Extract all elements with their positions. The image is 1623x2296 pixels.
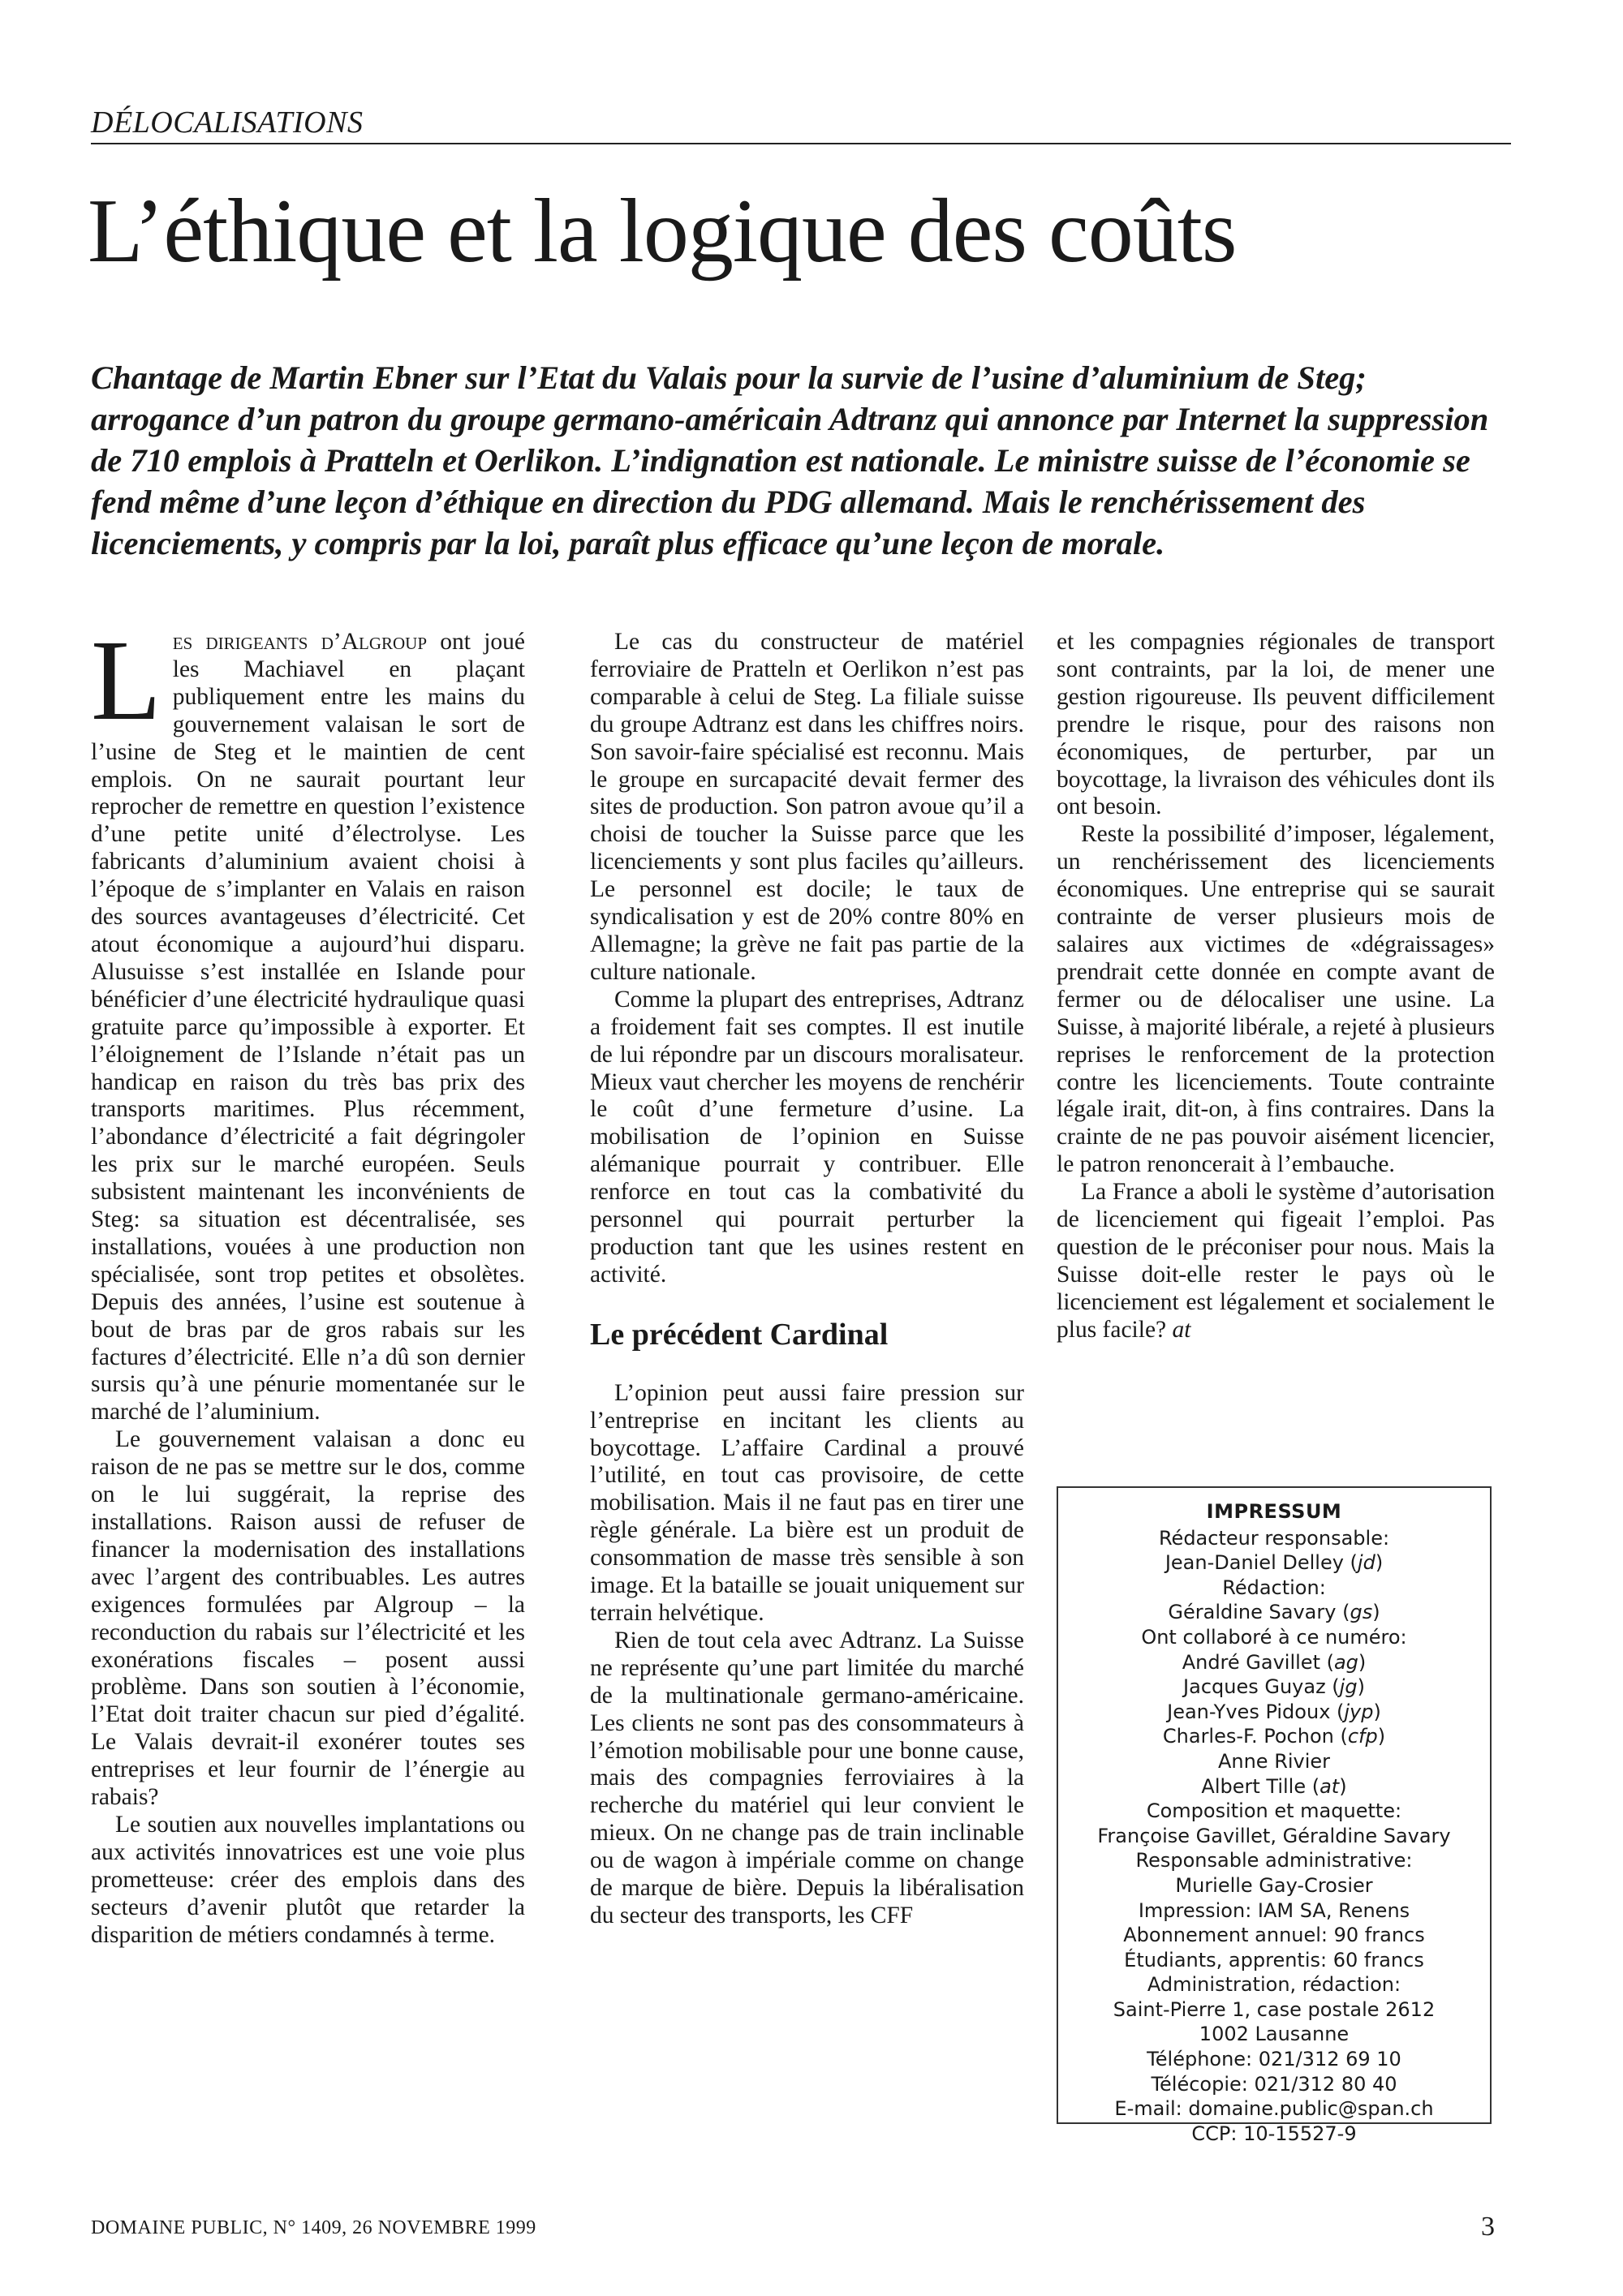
impressum-line-text: Françoise Gavillet, Géraldine Savary bbox=[1097, 1824, 1451, 1847]
paragraph: Le cas du constructeur de matériel ferroviaire de Pratteln et Oerlikon n’est pas comparable à celui de Steg. La filiale suisse du groupe Adtranz est dans les chiffres noirs. Son savoir-faire spécialisé est reconnu. Mais le groupe en surcapacité devait fermer des sites de production. Son patron avoue qu’il a choisi de toucher la Suisse parce que les licenciements y sont plus faciles qu’ailleurs. Le personnel est docile; le taux de syndicalisation y est de 20% contre 80% en Allemagne; la grève ne fait pas partie de la culture nationale. bbox=[590, 629, 1024, 985]
impressum-line-text: Composition et maquette: bbox=[1146, 1799, 1402, 1823]
impressum-line-text: Anne Rivier bbox=[1217, 1749, 1331, 1773]
contributor-initials: jyp bbox=[1344, 1700, 1374, 1723]
impressum-line bbox=[1058, 1526, 1490, 1551]
closing-paren: ) bbox=[1377, 1725, 1386, 1748]
article-headline: L’éthique et la logique des coûts bbox=[88, 181, 1237, 282]
impressum-line-text: 1002 Lausanne bbox=[1199, 2023, 1350, 2046]
column-2 bbox=[590, 629, 1024, 1930]
impressum-line bbox=[1058, 1972, 1490, 1997]
impressum-line-text: Responsable administrative: bbox=[1135, 1849, 1413, 1872]
impressum-line-text: Murielle Gay-Crosier bbox=[1175, 1873, 1373, 1897]
impressum-line bbox=[1058, 1675, 1490, 1700]
impressum-line bbox=[1058, 1650, 1490, 1675]
column-3 bbox=[1057, 629, 1495, 1344]
impressum-line bbox=[1058, 1824, 1490, 1849]
paragraph: et les compagnies régionales de transport sont contraints, par la loi, de mener une gestion rigoureuse. Ils peuvent difficilement prendre le risque, pour des raisons non économiques, de perturber, par un boycottage, la livraison des véhicules dont ils ont besoin. bbox=[1057, 629, 1495, 820]
closing-paren: ) bbox=[1373, 1700, 1381, 1723]
impressum-line-text: Téléphone: 021/312 69 10 bbox=[1147, 2048, 1401, 2071]
impressum-line bbox=[1058, 2047, 1490, 2072]
closing-paren: ) bbox=[1358, 1650, 1367, 1674]
impressum-line-text: Rédaction: bbox=[1222, 1576, 1326, 1599]
impressum-line bbox=[1058, 1600, 1490, 1625]
paragraph bbox=[1057, 1179, 1495, 1344]
column-1 bbox=[91, 616, 525, 1950]
impressum-line bbox=[1058, 1625, 1490, 1650]
paragraph: Comme la plupart des entreprises, Adtranz a froidement fait ses comptes. Il est inutile de lui répondre par un discours moralisateur. Mieux vaut chercher les moyens de renchérir le coût d’une fermeture d’usine. La mobilisation de l’opinion en Suisse alémanique pourrait y contribuer. Elle renforce en tout cas la combativité du personnel qui pourrait perturber la production tant que les usines restent en activité. bbox=[590, 986, 1024, 1288]
impressum-line bbox=[1058, 1848, 1490, 1873]
impressum-line bbox=[1058, 1997, 1490, 2023]
impressum-line-text: Jean-Yves Pidoux ( bbox=[1167, 1700, 1345, 1723]
impressum-line-text: Jean-Daniel Delley ( bbox=[1165, 1551, 1358, 1575]
impressum-line bbox=[1058, 2122, 1490, 2147]
contributor-initials: cfp bbox=[1347, 1725, 1378, 1748]
impressum-line-text: Étudiants, apprentis: 60 francs bbox=[1124, 1948, 1424, 1971]
impressum-line-text: Télécopie: 021/312 80 40 bbox=[1151, 2072, 1397, 2096]
impressum-line-text: André Gavillet ( bbox=[1182, 1650, 1334, 1674]
paragraph: L’opinion peut aussi faire pression sur l’entreprise en incitant les clients au boycottage. L’affaire Cardinal a prouvé l’utilité, en tout cas provisoire, de cette mobilisation. Mais il ne faut pas en tirer une règle générale. La bière est un produit de consommation de masse très sensible à son image. Et la bataille se jouait uniquement sur terrain helvétique. bbox=[590, 1379, 1024, 1626]
impressum-title: IMPRESSUM bbox=[1206, 1500, 1342, 1523]
closing-paren: ) bbox=[1339, 1774, 1347, 1798]
page-number: 3 bbox=[1481, 2212, 1495, 2242]
impressum-line-text: Impression: IAM SA, Renens bbox=[1138, 1898, 1410, 1922]
contributor-initials: ag bbox=[1333, 1650, 1358, 1674]
contributor-initials: gs bbox=[1350, 1601, 1373, 1624]
closing-paren: ) bbox=[1375, 1551, 1384, 1575]
impressum-line bbox=[1058, 1550, 1490, 1576]
section-rubric: DÉLOCALISATIONS bbox=[91, 104, 1511, 144]
author-initials: at bbox=[1172, 1316, 1191, 1343]
subheading: Le précédent Cardinal bbox=[590, 1317, 889, 1352]
impressum-line bbox=[1058, 1923, 1490, 1948]
impressum-line bbox=[1058, 2096, 1490, 2122]
lead-in-smallcaps: es dirigeants d’Algroup bbox=[172, 629, 428, 655]
impressum-line-text: Charles-F. Pochon ( bbox=[1162, 1725, 1348, 1748]
paragraph-text: La France a aboli le système d’autorisation de licenciement qui figeait l’emploi. Pas question de le préconiser pour nous. Mais la Suisse doit-elle rester le pays où le licenciement est légalement et socialement le plus facile? bbox=[1057, 1179, 1495, 1343]
paragraph: Reste la possibilité d’imposer, légalement, un renchérissement des licenciements économiques. Une entreprise qui se saurait contrainte de verser plusieurs mois de salaires aux victimes de «dégraissages» prendrait cette donnée en compte avant de fermer ou de délocaliser une usine. La Suisse, à majorité libérale, a rejeté à plusieurs reprises le renforcement de la protection contre les licenciements. Toute contrainte légale irait, dit-on, à fins contraires. Dans la crainte de ne pas pouvoir aisément licencier, le patron renoncerait à l’embauche. bbox=[1057, 821, 1495, 1178]
impressum-line bbox=[1058, 1749, 1490, 1774]
paragraph: Le soutien aux nouvelles implantations ou aux activités innovatrices est une voie plus prometteuse: créer des emplois dans des secteurs d’avenir plutôt que retarder la disparition de métiers condamnés à terme. bbox=[91, 1811, 525, 1948]
impressum-line-text: Abonnement annuel: 90 francs bbox=[1123, 1924, 1425, 1947]
article-lede: Chantage de Martin Ebner sur l’Etat du Valais pour la survie de l’usine d’aluminium de Steg; arrogance d’un patron du groupe germano-américain Adtranz qui annonce par Internet la suppression de 710 emplois à Pratteln et Oerlikon. L’indignation est nationale. Le ministre suisse de l’économie se fend même d’une leçon d’éthique en direction du PDG allemand. Mais le renchérissement des licenciements, y compris par la loi, paraît plus efficace qu’une leçon de morale. bbox=[91, 359, 1489, 561]
impressum-line-text: Ont collaboré à ce numéro: bbox=[1141, 1625, 1407, 1649]
impressum-line bbox=[1058, 1724, 1490, 1749]
impressum-line bbox=[1058, 1700, 1490, 1725]
closing-paren: ) bbox=[1357, 1675, 1365, 1699]
impressum-box bbox=[1057, 1486, 1492, 2145]
paragraph: Rien de tout cela avec Adtranz. La Suisse ne représente qu’une part limitée du marché de la multinationale germano-américaine. Les clients ne sont pas des consommateurs à l’émotion mobilisable pour une bonne cause, mais des compagnies ferroviaires à la recherche du matériel qui leur convient le mieux. On ne change pas de train inclinable ou de wagon à impériale comme on change de marque de bière. Depuis la libéralisation du secteur des transports, les CFF bbox=[590, 1627, 1024, 1928]
contributor-initials: at bbox=[1319, 1774, 1340, 1798]
impressum-line bbox=[1058, 1774, 1490, 1799]
impressum-line-text: Administration, rédaction: bbox=[1147, 1973, 1401, 1997]
impressum-line-text: Géraldine Savary ( bbox=[1168, 1601, 1350, 1624]
drop-cap: L bbox=[91, 616, 161, 744]
impressum-line bbox=[1058, 1799, 1490, 1824]
impressum-line-text: Saint-Pierre 1, case postale 2612 bbox=[1113, 1997, 1436, 2021]
impressum-line bbox=[1058, 1576, 1490, 1601]
paragraph-text: ont joué les Machiavel en plaçant publiquement entre les mains du gouvernement valaisan le sort de l’usine de Steg et le maintien de cent emplois. On ne saurait pourtant leur reprocher de remettre en question l’existence d’une petite unité d’électrolyse. Les fabricants d’aluminium avaient choisi à l’époque de s’implanter en Valais en raison des sources avantageuses d’électricité. Cet atout économique a aujourd’hui disparu. Alusuisse s’est installée en Islande pour bénéficier d’une électricité hydraulique quasi gratuite parce qu’impossible à exporter. Et l’éloignement de l’Islande n’était pas un handicap en raison du très bas prix des transports maritimes. Plus récemment, l’abondance d’électricité a fait dégringoler les prix sur le marché européen. Seuls subsistent maintenant les inconvénients de Steg: sa situation est décentralisée, ses installations, vouées à une production non spécialisée, sont trop petites et obsolètes. Depuis des années, l’usine est soutenue à bout de bras par de gros rabais sur les factures d’électricité. Elle n’a dû son dernier sursis qu’à une pénurie momentanée sur le marché de l’aluminium. bbox=[91, 629, 525, 1425]
impressum-line bbox=[1058, 2072, 1490, 2097]
paragraph: Le gouvernement valaisan a donc eu raison de ne pas se mettre sur le dos, comme on le lui suggérait, la reprise des installations. Raison aussi de refuser de financer la modernisation des installations avec l’argent des contribuables. Les autres exigences formulées par Algroup – la reconduction du rabais sur l’électricité et les exonérations fiscales – posent aussi problème. Dans son soutien à l’économie, l’Etat doit traiter chacun sur pied d’égalité. Le Valais devrait-il exonérer toutes ses entreprises et leur fournir de l’énergie au rabais? bbox=[91, 1426, 525, 1811]
impressum-line-text: Jacques Guyaz ( bbox=[1183, 1675, 1340, 1699]
impressum-line-text: E-mail: domaine.public@span.ch bbox=[1114, 2097, 1434, 2121]
impressum-line bbox=[1058, 1873, 1490, 1898]
impressum-line bbox=[1058, 1898, 1490, 1924]
impressum-line-text: CCP: 10-15527-9 bbox=[1191, 2122, 1357, 2145]
impressum-line-text: Rédacteur responsable: bbox=[1158, 1526, 1390, 1550]
contributor-initials: jg bbox=[1339, 1675, 1358, 1699]
impressum-line bbox=[1058, 2022, 1490, 2047]
closing-paren: ) bbox=[1372, 1601, 1380, 1624]
page-footer: DOMAINE PUBLIC, N° 1409, 26 NOVEMBRE 1999 bbox=[91, 2217, 536, 2238]
paragraph bbox=[91, 616, 525, 1426]
contributor-initials: jd bbox=[1357, 1551, 1375, 1575]
impressum-line bbox=[1058, 1948, 1490, 1973]
impressum-lines bbox=[1058, 1526, 1490, 2147]
impressum-line-text: Albert Tille ( bbox=[1201, 1774, 1320, 1798]
